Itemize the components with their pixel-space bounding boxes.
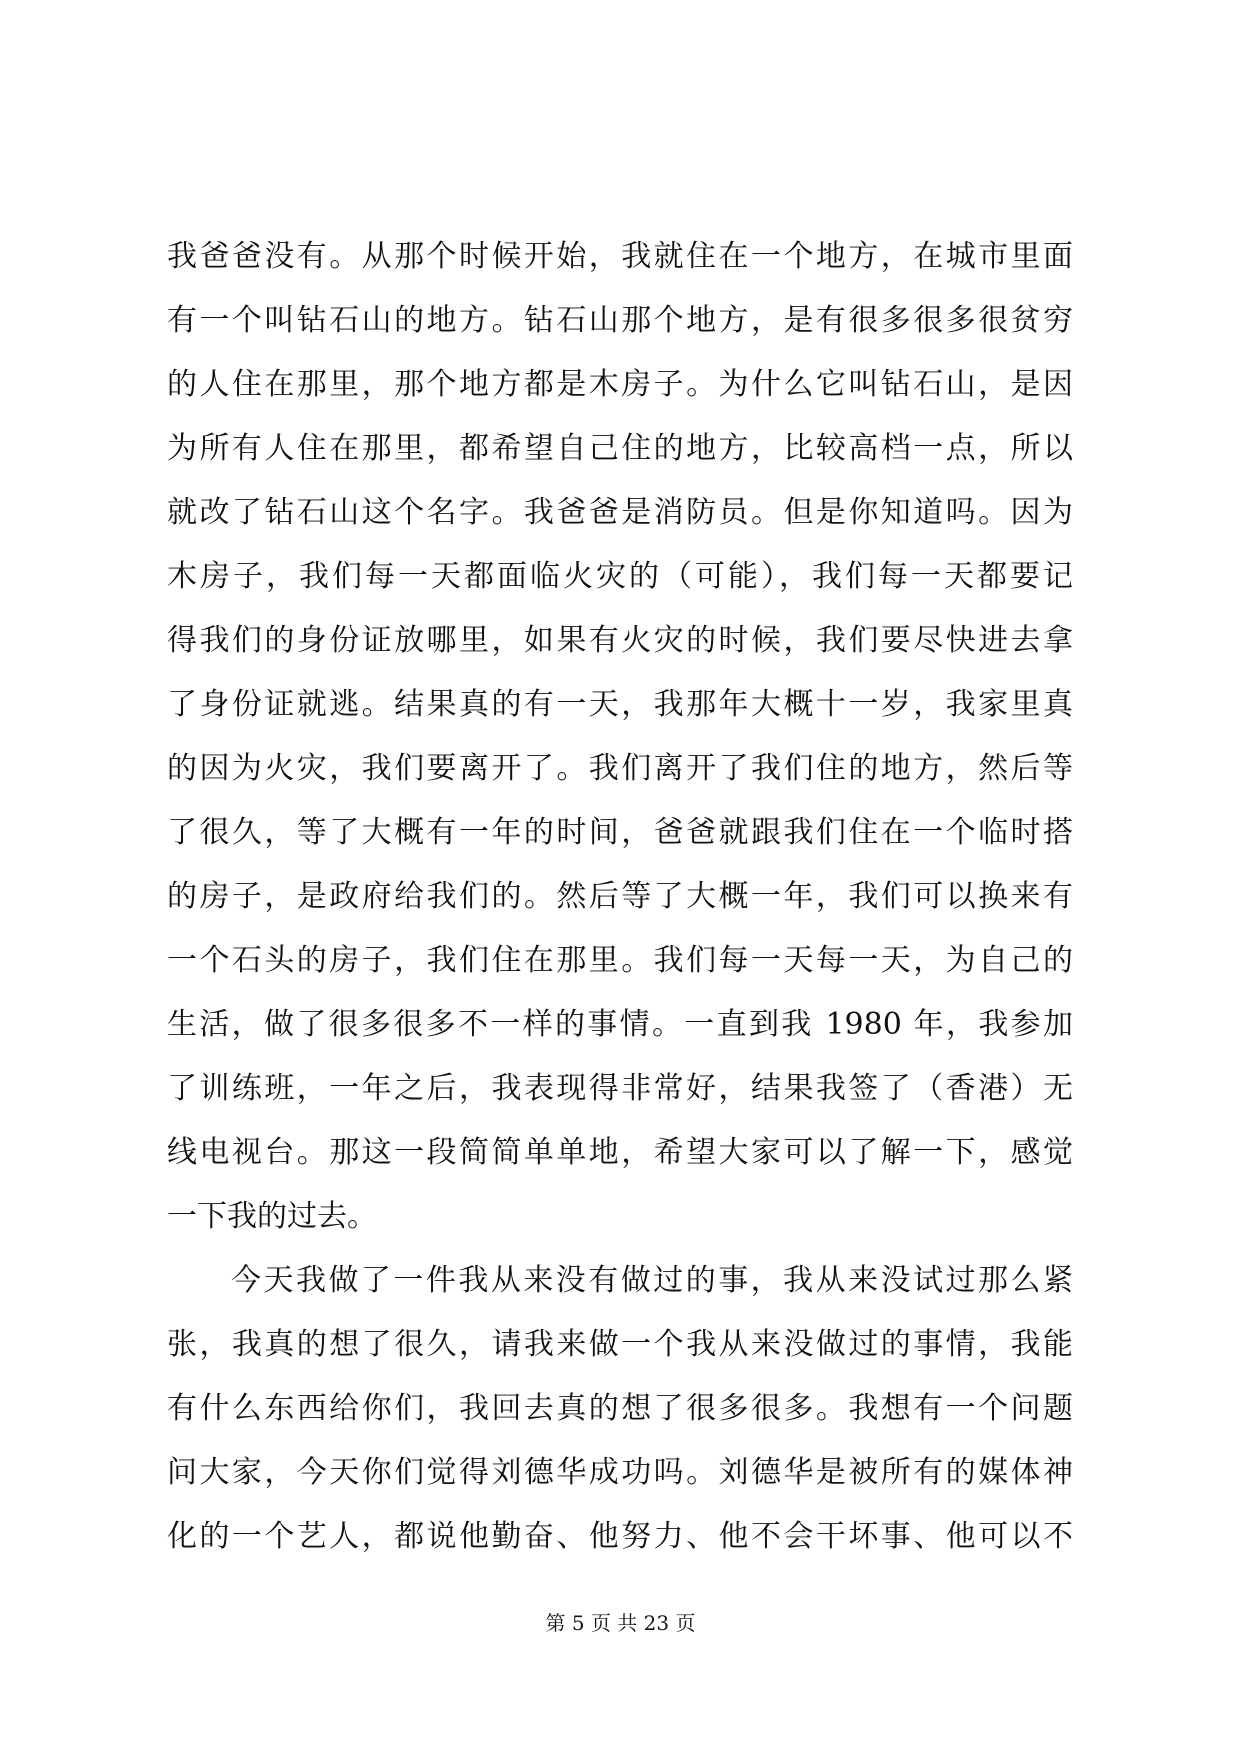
text-line: 了身份证就逃。结果真的有一天，我那年大概十一岁，我家里真 bbox=[167, 687, 1073, 722]
text-line: 木房子，我们每一天都面临火灾的（可能），我们每一天都要记 bbox=[167, 559, 1073, 594]
text-line: 了训练班，一年之后，我表现得非常好，结果我签了（香港）无 bbox=[167, 1071, 1073, 1106]
text-line: 化的一个艺人，都说他勤奋、他努力、他不会干坏事、他可以不 bbox=[167, 1519, 1073, 1554]
text-line: 今天我做了一件我从来没有做过的事，我从来没试过那么紧 bbox=[231, 1263, 1073, 1298]
text-line: 我爸爸没有。从那个时候开始，我就住在一个地方，在城市里面 bbox=[167, 239, 1073, 274]
text-line: 得我们的身份证放哪里，如果有火灾的时候，我们要尽快进去拿 bbox=[167, 623, 1073, 658]
text-line: 张，我真的想了很久，请我来做一个我从来没做过的事情，我能 bbox=[167, 1327, 1073, 1362]
text-line: 的人住在那里，那个地方都是木房子。为什么它叫钻石山，是因 bbox=[167, 367, 1073, 402]
body-text bbox=[167, 225, 1073, 1569]
text-line: 有什么东西给你们，我回去真的想了很多很多。我想有一个问题 bbox=[167, 1391, 1073, 1426]
text-line: 线电视台。那这一段简简单单地，希望大家可以了解一下，感觉 bbox=[167, 1135, 1073, 1170]
text-line: 生活，做了很多很多不一样的事情。一直到我 1980 年，我参加 bbox=[167, 1007, 1073, 1042]
text-line: 问大家，今天你们觉得刘德华成功吗。刘德华是被所有的媒体神 bbox=[167, 1455, 1073, 1490]
text-line: 一下我的过去。 bbox=[167, 1199, 377, 1234]
text-line: 一个石头的房子，我们住在那里。我们每一天每一天，为自己的 bbox=[167, 943, 1073, 978]
text-line: 了很久，等了大概有一年的时间，爸爸就跟我们住在一个临时搭 bbox=[167, 815, 1073, 850]
text-line: 有一个叫钻石山的地方。钻石山那个地方，是有很多很多很贫穷 bbox=[167, 303, 1073, 338]
text-line: 的房子，是政府给我们的。然后等了大概一年，我们可以换来有 bbox=[167, 879, 1073, 914]
text-line: 就改了钻石山这个名字。我爸爸是消防员。但是你知道吗。因为 bbox=[167, 495, 1073, 530]
text-line: 为所有人住在那里，都希望自己住的地方，比较高档一点，所以 bbox=[167, 431, 1073, 466]
text-line: 的因为火灾，我们要离开了。我们离开了我们住的地方，然后等 bbox=[167, 751, 1073, 786]
page-number-footer: 第 5 页 共 23 页 bbox=[545, 1611, 696, 1635]
